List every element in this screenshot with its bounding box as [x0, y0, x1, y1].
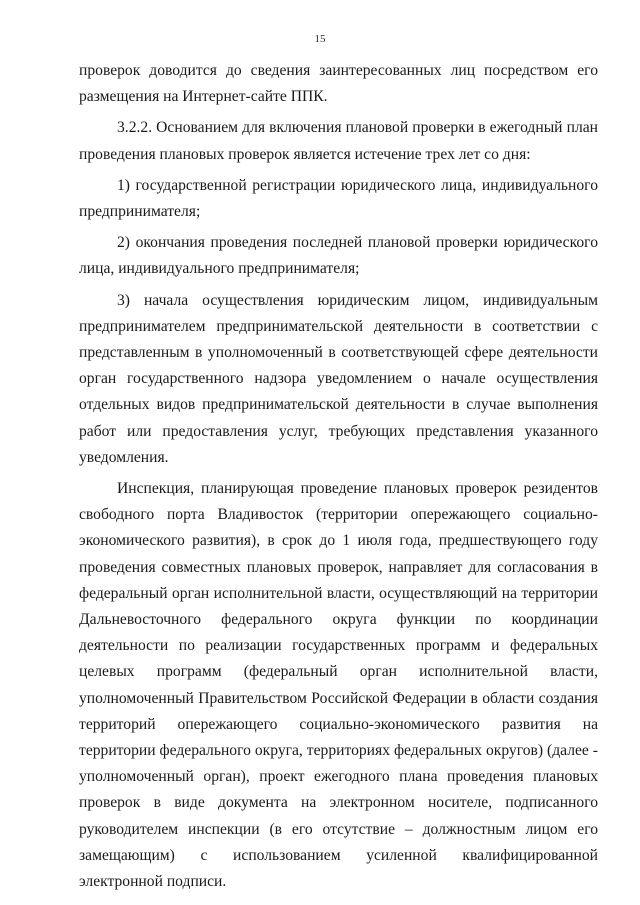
paragraph-continuation: проверок доводится до сведения заинтересованных лиц посредством его размещения на Интернет-сайте ППК. — [79, 62, 598, 106]
document-body — [79, 58, 598, 895]
paragraph-section-3-2-2: 3.2.2. Основанием для включения плановой проверки в ежегодный план проведения плановых проверок является истечение трех лет со дня: — [79, 119, 598, 163]
paragraph-item-2: 2) окончания проведения последней плановой проверки юридического лица, индивидуального предпринимателя; — [79, 234, 598, 278]
page-number: 15 — [314, 33, 326, 45]
paragraph-item-3: 3) начала осуществления юридическим лицом, индивидуальным предпринимателем предпринимательской деятельности в соответствии с представленным в уполномоченный в соответствующей сфере деятельности орган государственного надзора уведомлением о начале осуществления отдельных видов предпринимательской деятельности в случае выполнения работ или предоставления услуг, требующих представления указанного уведомления. — [79, 291, 598, 466]
paragraph-inspection: Инспекция, планирующая проведение плановых проверок резидентов свободного порта Владивосток (территории опережающего социально-экономического развития), в срок до 1 июля года, предшествующего году проведения совместных плановых проверок, направляет для согласования в федеральный орган исполнительной власти, осуществляющий на территории Дальневосточного федерального округа функции по координации деятельности по реализации государственных программ и федеральных целевых программ (федеральный орган исполнительной власти, уполномоченный Правительством Российской Федерации в области создания территорий опережающего социально-экономического развития на территории федерального округа, территориях федеральных округов) (далее - уполномоченный орган), проект ежегодного плана проведения плановых проверок в виде документа на электронном носителе, подписанного руководителем инспекции (в его отсутствие – должностным лицом его замещающим) с использованием усиленной квалифицированной электронной подписи. — [79, 480, 598, 891]
paragraph-item-1: 1) государственной регистрации юридического лица, индивидуального предпринимателя; — [79, 176, 598, 221]
